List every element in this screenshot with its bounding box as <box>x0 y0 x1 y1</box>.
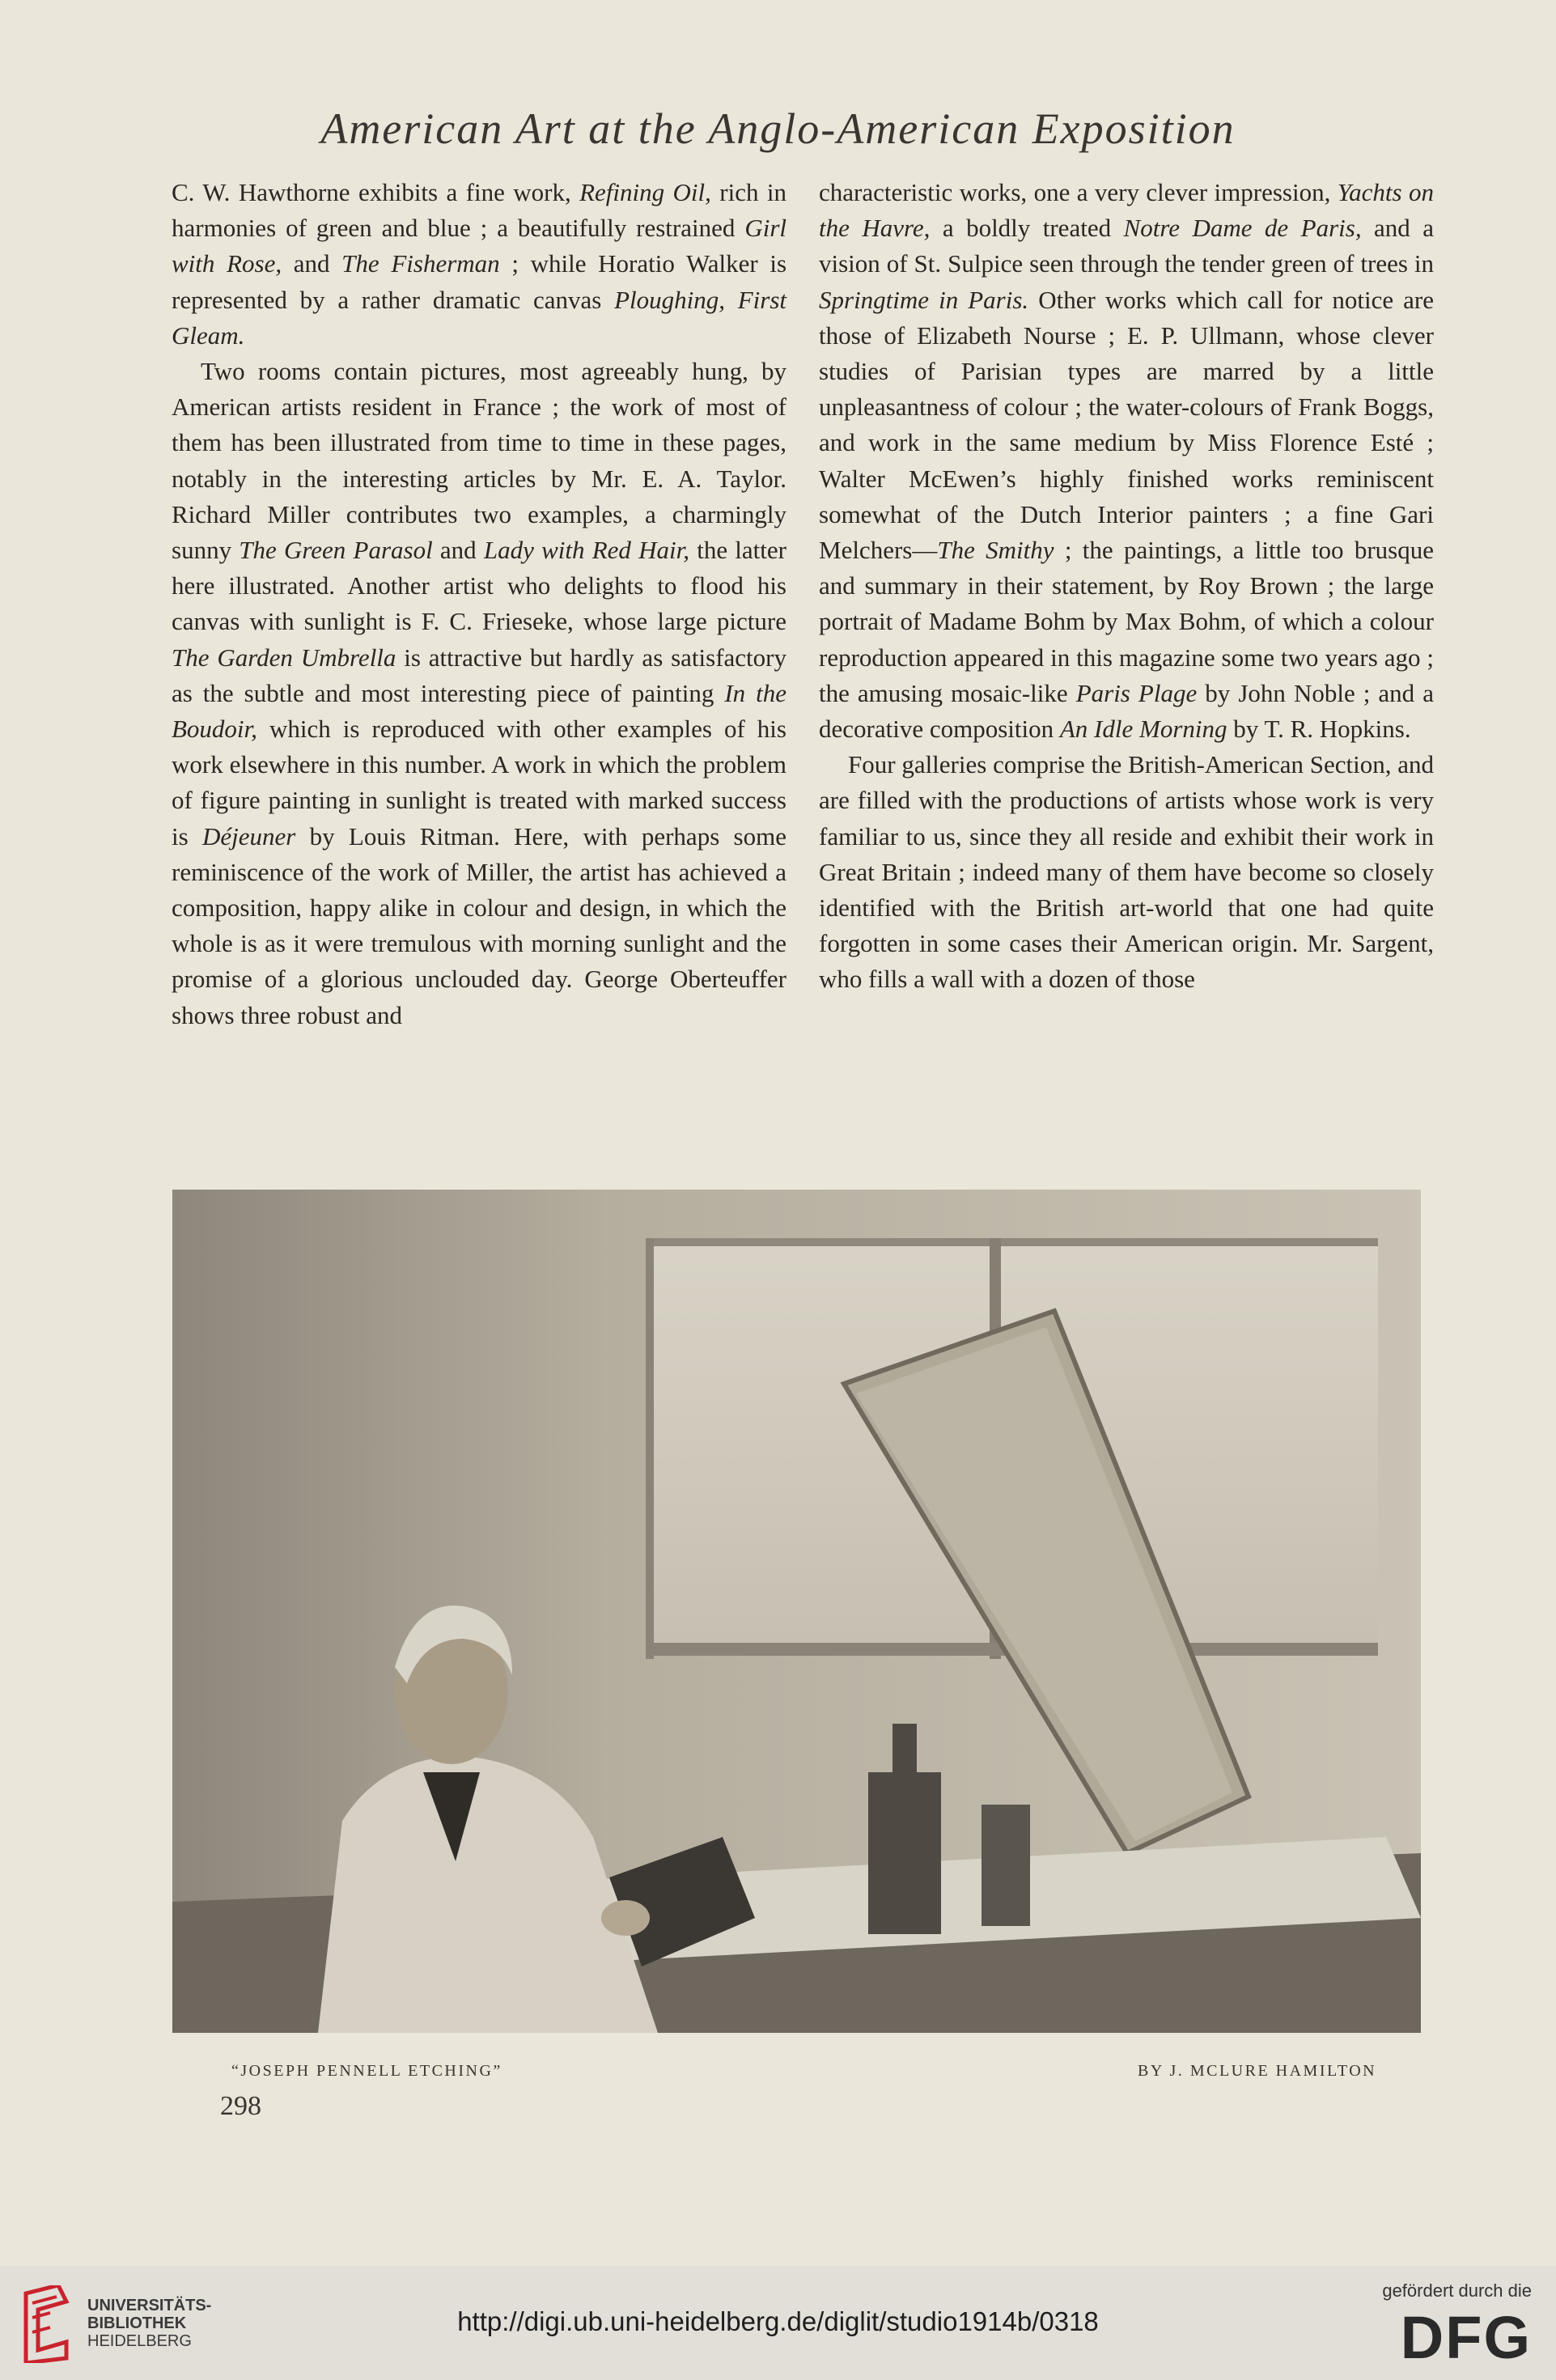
library-name-line: BIBLIOTHEK <box>87 2314 187 2332</box>
italic-title: Ploughing, First Gleam. <box>172 285 786 350</box>
italic-title: The Smithy <box>937 536 1054 565</box>
painting-image <box>172 1190 1421 2033</box>
italic-title: In the Boudoir, <box>172 678 786 744</box>
source-url-link[interactable]: http://digi.ub.uni-heidelberg.de/diglit/studio1914b/0318 <box>457 2306 1099 2336</box>
italic-title: Notre Dame de Paris, <box>1123 214 1362 243</box>
running-title: American Art at the Anglo-American Exposition <box>320 104 1236 153</box>
plate-caption-artist: BY J. MCLURE HAMILTON <box>1138 2062 1377 2080</box>
plate-illustration <box>172 1190 1421 2033</box>
italic-title: Déjeuner <box>201 821 296 851</box>
italic-title: Yachts on the Havre, <box>819 178 1434 243</box>
digitization-footer <box>0 2266 1556 2380</box>
plate-caption-title: “JOSEPH PENNELL ETCHING” <box>231 2062 502 2080</box>
library-name-line: HEIDELBERG <box>87 2332 192 2350</box>
italic-title: Paris Plage <box>1075 678 1198 707</box>
right-text-column <box>819 175 1434 998</box>
italic-title: The Fisherman <box>341 249 500 278</box>
library-name-line: UNIVERSITÄTS- <box>87 2297 212 2314</box>
italic-title: The Green Parasol <box>239 536 433 565</box>
italic-title: Girl with Rose, <box>172 214 786 278</box>
paragraph: Four galleries comprise the British-American Section, and are filled with the productions of artists whose work is very familiar to us, since they all reside and exhibit their work in Great Britain ; indeed many of them have become so closely identified with the British art-world that one had quite forgotten in some cases their American origin. Mr. Sargent, who fills a wall with a dozen of those <box>819 750 1435 994</box>
funder-label: gefördert durch die <box>1382 2280 1532 2301</box>
italic-title: An Idle Morning <box>1059 715 1227 744</box>
paragraph: characteristic works, one a very clever impression, Yachts on the Havre, a boldly treated Notre Dame de Paris, and a vision of St. Sulpice seen through the tender green of trees in Springtime in Paris. Other works which call for notice are those of Elizabeth Nourse ; E. P. Ullmann, whose clever studies of Parisian types are marred by a little unpleasantness of colour ; the water-colours of Frank Boggs, and work in the same medium by Miss Florence Esté ; Walter McEwen’s highly finished works reminiscent somewhat of the Dutch Interior painters ; a fine Gari Melchers—The Smithy ; the paintings, a little too brusque and summary in their statement, by Roy Brown ; the large portrait of Madame Bohm by Max Bohm, of which a colour reproduction appeared in this magazine some two years ago ; the amusing mosaic-like Paris Plage by John Noble ; and a decorative composition An Idle Morning by T. R. Hopkins. <box>819 178 1435 744</box>
left-text-column <box>172 175 786 1033</box>
paragraph: Two rooms contain pictures, most agreeably hung, by American artists resident in France ; the work of most of them has been illustrated from time to time in these pages, notably in the interesting articles by Mr. E. A. Taylor. Richard Miller contributes two examples, a charmingly sunny The Green Parasol and Lady with Red Hair, the latter here illustrated. Another artist who delights to flood his canvas with sunlight is F. C. Frieseke, whose large picture The Garden Umbrella is attractive but hardly as satisfactory as the subtle and most interesting piece of painting In the Boudoir, which is reproduced with other examples of his work elsewhere in this number. A work in which the problem of figure painting in sunlight is treated with marked success is Déjeuner by Louis Ritman. Here, with perhaps some reminiscence of the work of Miller, the artist has achieved a composition, happy alike in colour and design, in which the whole is as it were tremulous with morning sunlight and the promise of a glorious unclouded day. George Oberteuffer shows three robust and <box>172 357 786 1029</box>
italic-title: The Garden Umbrella <box>172 643 396 672</box>
italic-title: Lady with Red Hair, <box>483 536 689 565</box>
italic-title: Refining Oil, <box>579 178 711 206</box>
paragraph: C. W. Hawthorne exhibits a fine work, Refining Oil, rich in harmonies of green and blue ; a beautifully restrained Girl with Rose, and The Fisherman ; while Horatio Walker is represented by a rather dramatic canvas Ploughing, First Gleam. <box>172 178 787 350</box>
italic-title: Springtime in Paris. <box>819 285 1029 314</box>
dfg-logo: DFG <box>1400 2304 1532 2371</box>
page-number: 298 <box>220 2091 261 2121</box>
